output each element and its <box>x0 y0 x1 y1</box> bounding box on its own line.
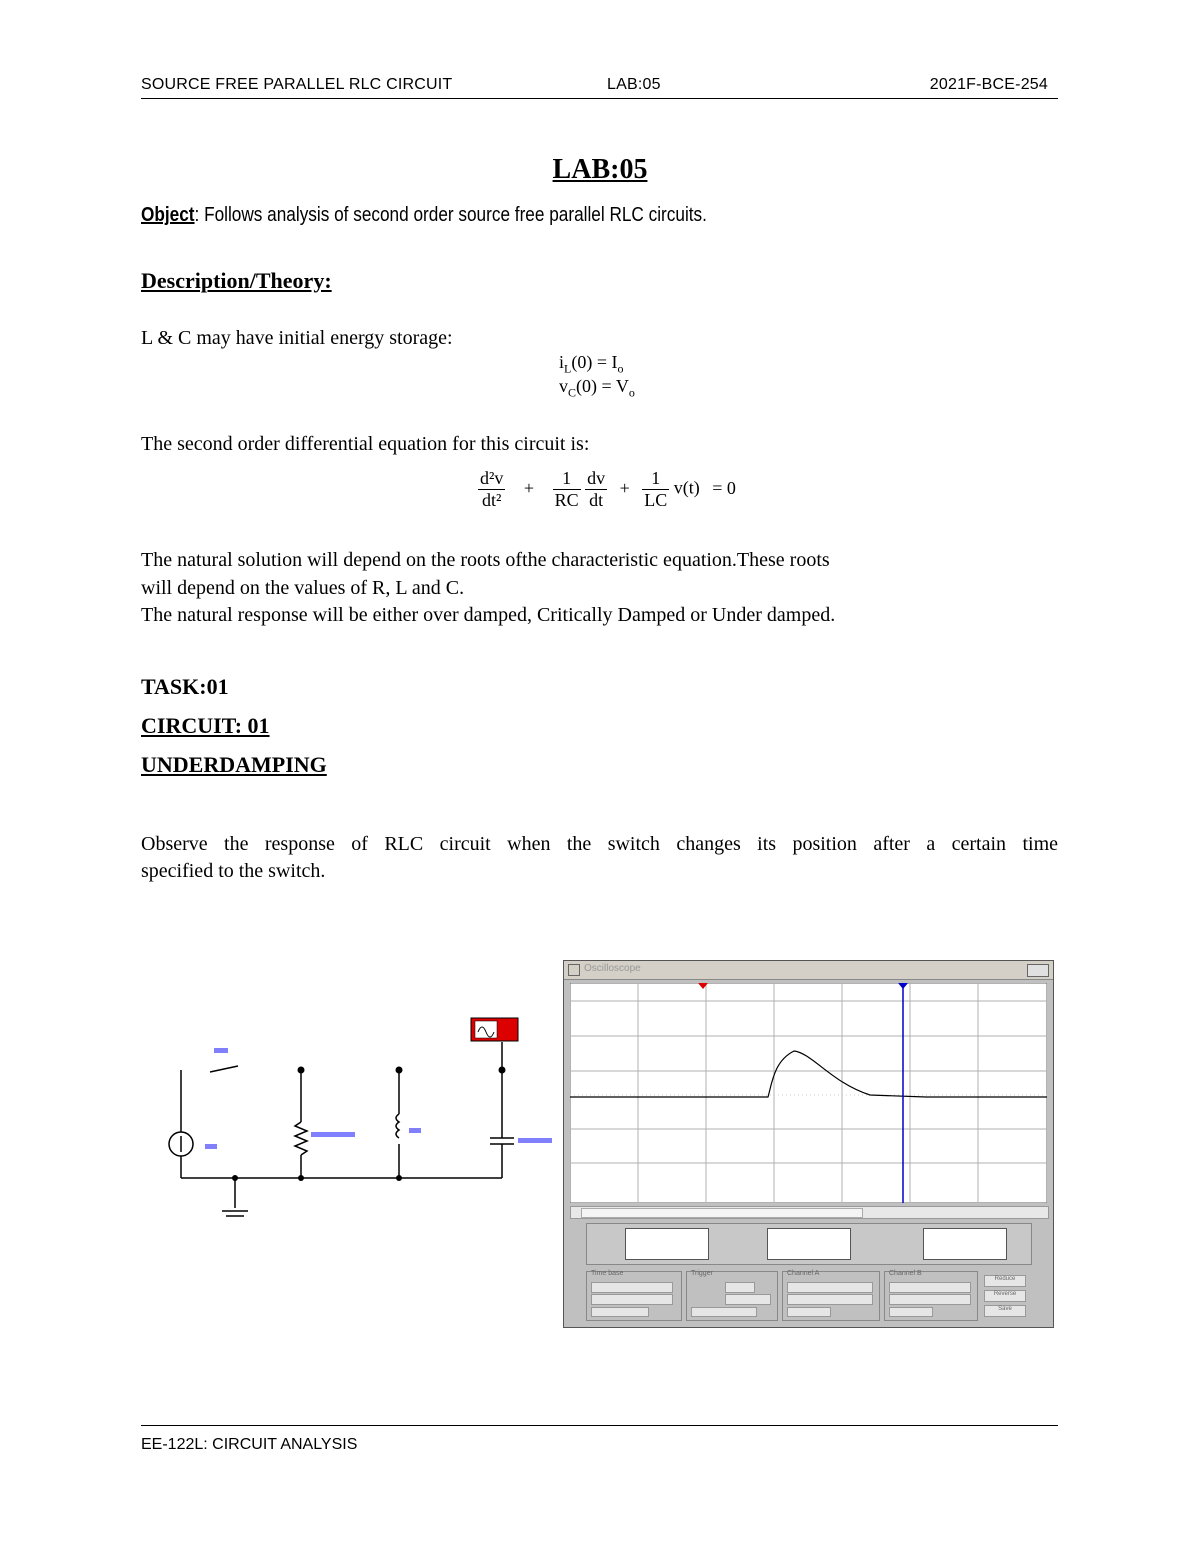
page-title: LAB:05 <box>552 154 648 185</box>
il-equation: $i_L(0) = I_o$ <box>559 352 624 376</box>
readout-panel <box>586 1223 1032 1265</box>
control-panel <box>586 1271 1030 1321</box>
footer-text: EE-122L: CIRCUIT ANALYSIS <box>141 1436 358 1453</box>
resistor-symbol <box>295 1122 307 1155</box>
oscilloscope-title: Oscilloscope <box>584 963 641 974</box>
oscilloscope-screen <box>570 983 1047 1203</box>
scrollbar-thumb[interactable] <box>581 1208 863 1218</box>
differential-equation: $\frac{\text{d²v}}{\text{dt²}}$ + $\frac{1}{RC}$ $\frac{dv}{dt}$ + $\frac{1}{LC}$ v(t) = 0 <box>480 468 736 510</box>
timebase-mode-buttons[interactable] <box>591 1307 649 1317</box>
readout-t2 <box>767 1228 851 1260</box>
case-heading: UNDERDAMPING <box>141 752 327 777</box>
task-heading: TASK:01 <box>141 674 229 699</box>
reverse-button[interactable]: Reverse <box>984 1290 1026 1302</box>
paragraph-line-1: The natural solution will depend on the roots ofthe characteristic equation.These roots <box>141 549 830 571</box>
channel-a-scale-field[interactable] <box>787 1282 873 1293</box>
channel-b-scale-field[interactable] <box>889 1282 971 1293</box>
channel-a-section: Channel A <box>782 1271 880 1321</box>
window-icon <box>568 964 580 976</box>
diff-eq-text: The second order differential equation for this circuit is: <box>141 433 590 455</box>
header-rule <box>141 98 1058 99</box>
circuit-heading: CIRCUIT: 01 <box>141 713 270 738</box>
trigger-level-field[interactable] <box>725 1294 771 1305</box>
channel-a-coupling-buttons[interactable] <box>787 1307 831 1317</box>
circuit-schematic <box>160 1010 560 1230</box>
header-center: LAB:05 <box>607 76 661 93</box>
save-button[interactable]: Save <box>984 1305 1026 1317</box>
observe-line-1: Observe the response of RLC circuit when the switch changes its position after a certain time <box>141 833 1058 855</box>
inductor-symbol <box>396 1114 399 1138</box>
switch-symbol <box>210 1066 238 1072</box>
timebase-scale-field[interactable] <box>591 1282 673 1293</box>
timebase-xpos-field[interactable] <box>591 1294 673 1305</box>
reduce-button[interactable]: Reduce <box>984 1275 1026 1287</box>
vc-equation: $v_C(0) = V_o$ <box>559 376 635 400</box>
channel-b-ypos-field[interactable] <box>889 1294 971 1305</box>
paragraph-line-2: will depend on the values of R, L and C. <box>141 577 465 599</box>
timebase-section: Time base <box>586 1271 682 1321</box>
initial-energy-text: L & C may have initial energy storage: <box>141 327 453 349</box>
channel-b-section: Channel B <box>884 1271 978 1321</box>
readout-t1 <box>625 1228 709 1260</box>
channel-a-ypos-field[interactable] <box>787 1294 873 1305</box>
object-line <box>141 204 707 227</box>
trigger-edge-buttons[interactable] <box>725 1282 755 1293</box>
restore-button[interactable] <box>1027 964 1049 977</box>
observe-line-2: specified to the switch. <box>141 860 326 882</box>
paragraph-line-3: The natural response will be either over damped, Critically Damped or Under damped. <box>141 604 836 626</box>
oscilloscope-window <box>563 960 1054 1328</box>
object-text: : Follows analysis of second order source free parallel RLC circuits. <box>194 204 707 226</box>
channel-b-coupling-buttons[interactable] <box>889 1307 933 1317</box>
trigger-section: Trigger <box>686 1271 778 1321</box>
trigger-mode-buttons[interactable] <box>691 1307 757 1317</box>
readout-t2-t1 <box>923 1228 1007 1260</box>
object-label: Object <box>141 204 195 226</box>
scrollbar[interactable] <box>570 1206 1049 1219</box>
header-left: SOURCE FREE PARALLEL RLC CIRCUIT <box>141 76 453 93</box>
footer-rule <box>141 1425 1058 1426</box>
header-right: 2021F-BCE-254 <box>929 76 1048 93</box>
oscilloscope-titlebar <box>564 961 1053 980</box>
description-heading: Description/Theory: <box>141 268 332 293</box>
